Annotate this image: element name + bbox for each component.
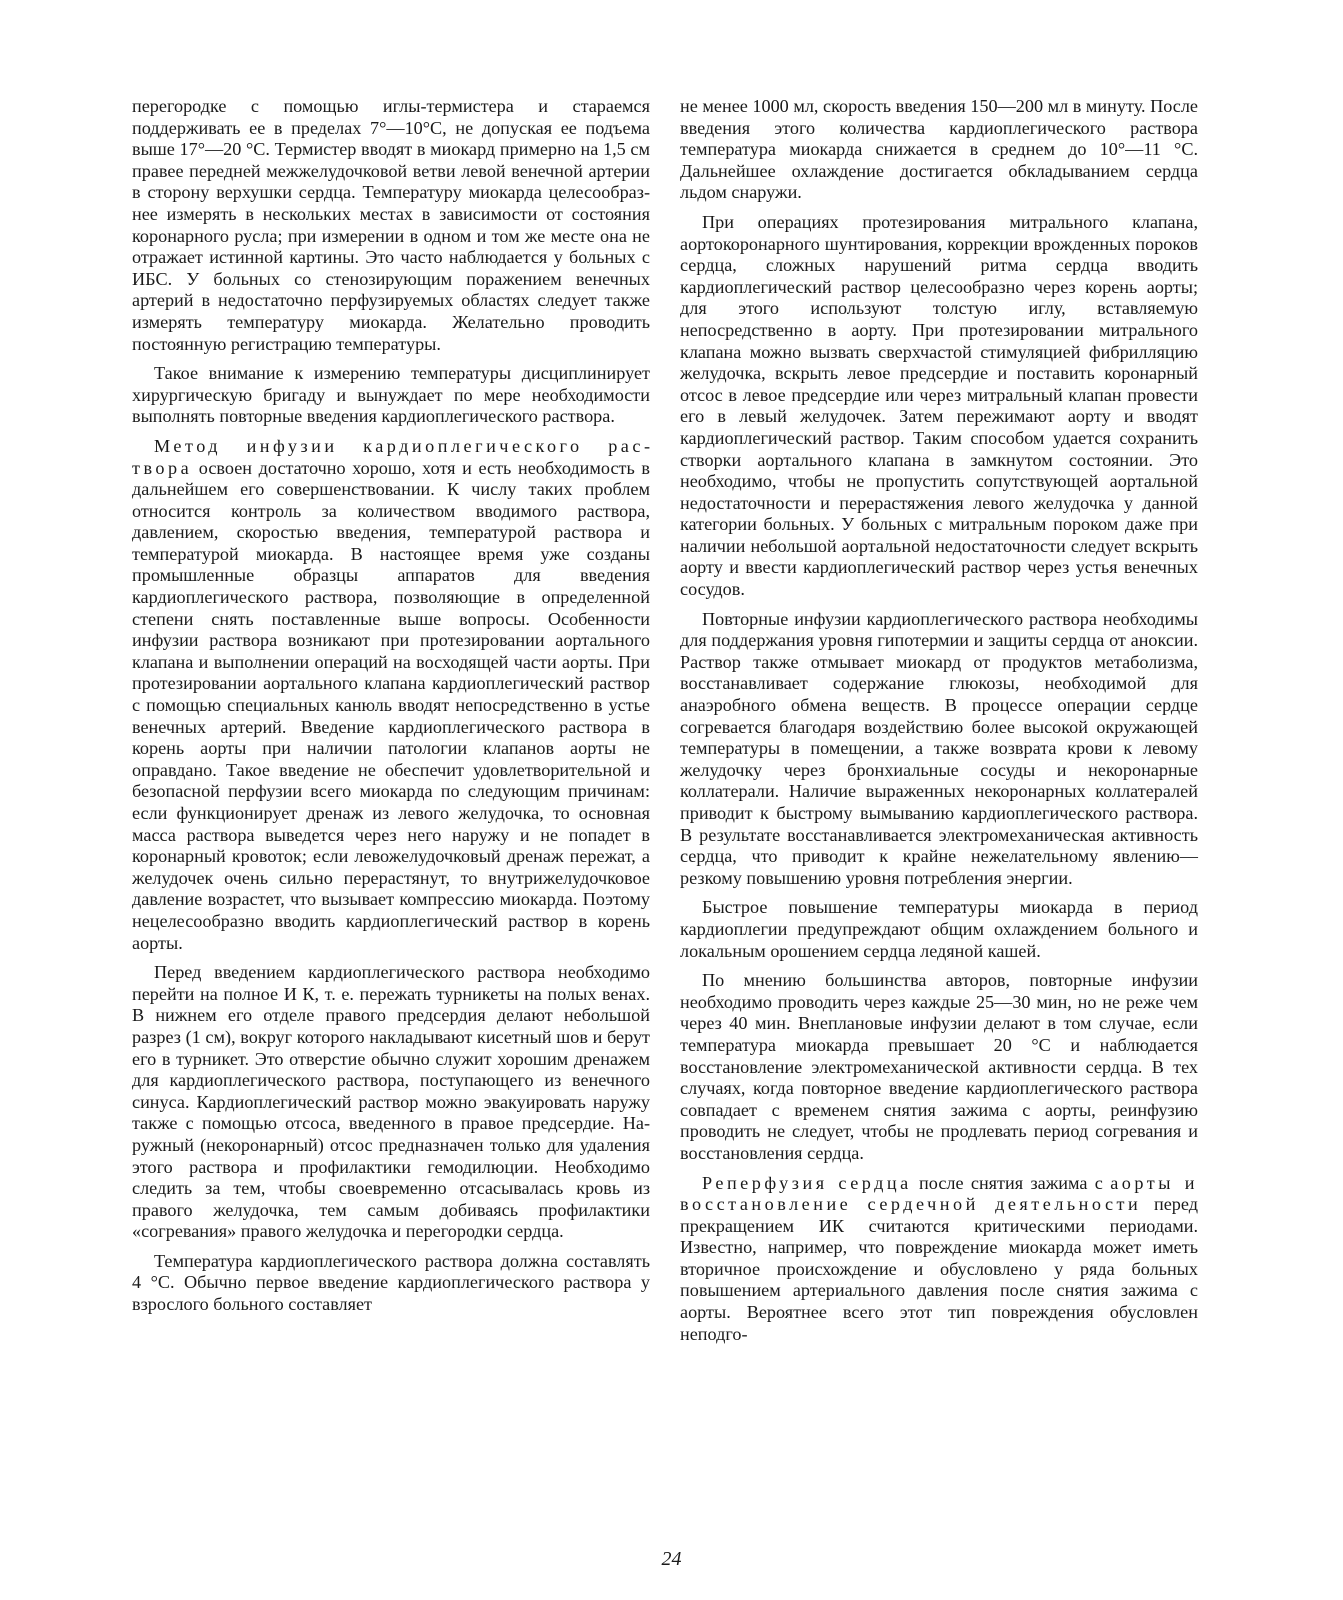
paragraph: При операциях протезирования митрального клапана, аортокоронарного шунтирования, коррекции врожденных пороков сердца, сложных нарушений ритма сердца вводить кардиоплегический раствор целесообразно через корень аорты; для этого используют толстую иглу, вставляемую непосредственно в аорту. При протезировании митрального клапана можно вызвать сверхчастой стимуляцией фибрилляцию желудочка, вскрыть левое предсердие и поставить коронарный отсос в левое предсердие или через митральный клапан провести его в левый желудочек. Затем пережимают аорту и вводят кардиоплегический раствор. Таким способом удается сохранить створки аортального клапана в замкнутом состоянии. Это необходимо, чтобы не пропустить сопутствующей аортальной недостаточности и перерастяжения левого желудочка у данной категории больных. У больных с митральным пороком даже при наличии небольшой аортальной недостаточности следует вскрыть аорту и ввести кардиоплегический раствор через устья венечных сосудов.	[680, 211, 1198, 600]
paragraph-text: после снятия зажима с	[911, 1172, 1111, 1193]
paragraph: По мнению большинства авторов, повторные инфузии необходимо проводить через каждые 25—30 мин, но не реже чем через 40 мин. Внеплановые инфузии делают в том случае, если температура миокарда превышает 20 °С и наблюдается восстановление электромеханической активности сердца. В тех случаях, когда повторное введение кардиоплегического раствора совпадает с временем снятия зажима с аорты, реинфузию проводить не следует, чтобы не продлевать период согревания и восстановления сердца.	[680, 970, 1198, 1163]
right-text-column	[680, 96, 1198, 1353]
paragraph-text: перед прекращением ИК считаются критическими периодами. Известно, например, что повреждение миокарда может иметь вторичное происхождение и обусловлено у ряда больных повышением артериального давления после снятия зажима с аорты. Вероятнее всего этот тип повреждения обусловлен неподго-	[680, 1194, 1198, 1344]
paragraph-text: освоен достаточно хорошо, хотя и есть необходимость в дальнейшем его совершенствовании. К числу таких проблем относится контроль за количеством вводимого раствора, давлением, скоростью введения, температурой раствора и температурой миокарда. В настоящее время уже созданы промышленные образцы аппаратов для введения кардиоплегического раствора, позволяющие в определенной степени снять поставленные выше вопросы. Особенности инфузии раствора возникают при протезировании аортального клапана и выполнении операций на восходящей части аорты. При протезировании аортального клапана кардиоплегический раствор с помощью специальных канюль вводят непосредственно в устье венечных артерий. Введение кардиоплегического раствора в корень аорты при наличии патологии клапанов аорты не оправдано. Такое введение не обеспечит удовлетворительной и безопасной перфузии всего миокарда по следующим причинам: если функционирует дренаж из левого желудочка, то основная масса раствора выведется через него наружу и не попадет в коронарный кровоток; если левожелудочковый дренаж пережат, а желудочек очень сильно перерастянут, то внутрижелудочковое давление возрастет, что вызывает компрессию миокарда. Поэтому нецелесообразно вводить кардиоплегический раствор в корень аорты.	[132, 457, 650, 953]
paragraph: Повторные инфузии кардиоплегического раствора необходимы для поддержания уровня гипотермии и защиты сердца от аноксии. Раствор также отмывает миокард от продуктов метаболизма, восстанавливает содержание глюкозы, необходимой для анаэробного обмена веществ. В процессе операции сердце согревается благодаря воздействию более высокой окружающей температуры в помещении, а также возврата крови к левому желудочку через бронхиальные сосуды и некоронарные коллатерали. Наличие выраженных некоронарных коллатералей приводит к быстрому вымыванию кардиоплегического раствора. В результате восстанавливается электромеханическая активность сердца, что приводит к крайне нежелательному явлению—резкому повышению уровня потребления энергии.	[680, 608, 1198, 888]
page-number: 24	[661, 1548, 682, 1570]
paragraph: Такое внимание к измерению температуры дисциплинирует хирургическую бригаду и вынуждает по мере необходимости выполнять повторные введения кардиоплегического раствора.	[132, 363, 650, 427]
spaced-emphasis: Реперфузия сердца	[702, 1172, 912, 1193]
spaced-emphasis: Метод инфузии кардиоплегического раствора	[132, 435, 650, 478]
paragraph	[132, 436, 650, 954]
paragraph: Температура кардиоплегического раствора должна составлять 4 °С. Обычно первое введение кардиоплегического раствора у взрослого больного составляет	[132, 1250, 650, 1315]
paragraph: не менее 1000 мл, скорость введения 150—200 мл в минуту. После введения этого количества кардиоплегического раствора температура миокарда снижается в среднем до 10°—11 °С. Дальнейшее охлаждение достигается обкладыванием сердца льдом снаружи.	[680, 96, 1198, 203]
paragraph	[680, 1173, 1198, 1346]
spaced-emphasis: аорты и восстановление сердечной деятельности	[680, 1172, 1199, 1215]
paragraph: Быстрое повышение температуры миокарда в период кардиоплегии предупреждают общим охлаждением больного и локальным орошением сердца ледяной кашей.	[680, 897, 1198, 961]
paragraph: Перед введением кардиоплегического раствора необходимо перейти на полное И К, т. е. пережать турникеты на полых венах. В нижнем его отделе правого предсердия делают небольшой разрез (1 см), вокруг которого накладывают кисетный шов и берут его в турникет. Это отверстие обычно служит хорошим дренажем для кардиоплегического раствора, поступающего из венечного синуса. Кардиоплегический раствор можно эвакуировать наружу также с помощью отсоса, введенного в правое предсердие. Наружный (некоронарный) отсос предназначен только для удаления этого раствора и профилактики гемодилюции. Необходимо следить за тем, чтобы своевременно отсасывалась кровь из правого желудочка, тем самым добиваясь профилактики «согревания» правого желудочка и перегородки сердца.	[132, 962, 650, 1242]
left-text-column	[132, 96, 650, 1324]
paragraph: перегородке с помощью иглы-термистера и стараемся поддерживать ее в пределах 7°—10°С, не допуская ее подъема выше 17°—20 °С. Термистер вводят в миокард примерно на 1,5 см правее передней межжелудочковой ветви левой венечной артерии в сторону верхушки сердца. Температуру миокарда целесообразнее измерять в нескольких местах в зависимости от состояния коронарного русла; при измерении в одном и том же месте она не отражает истинной картины. Это часто наблюдается у больных с ИБС. У больных со стенозирующим поражением венечных артерий в недостаточно перфузируемых областях следует также измерять температуру миокарда. Желательно проводить постоянную регистрацию температуры.	[132, 96, 650, 354]
